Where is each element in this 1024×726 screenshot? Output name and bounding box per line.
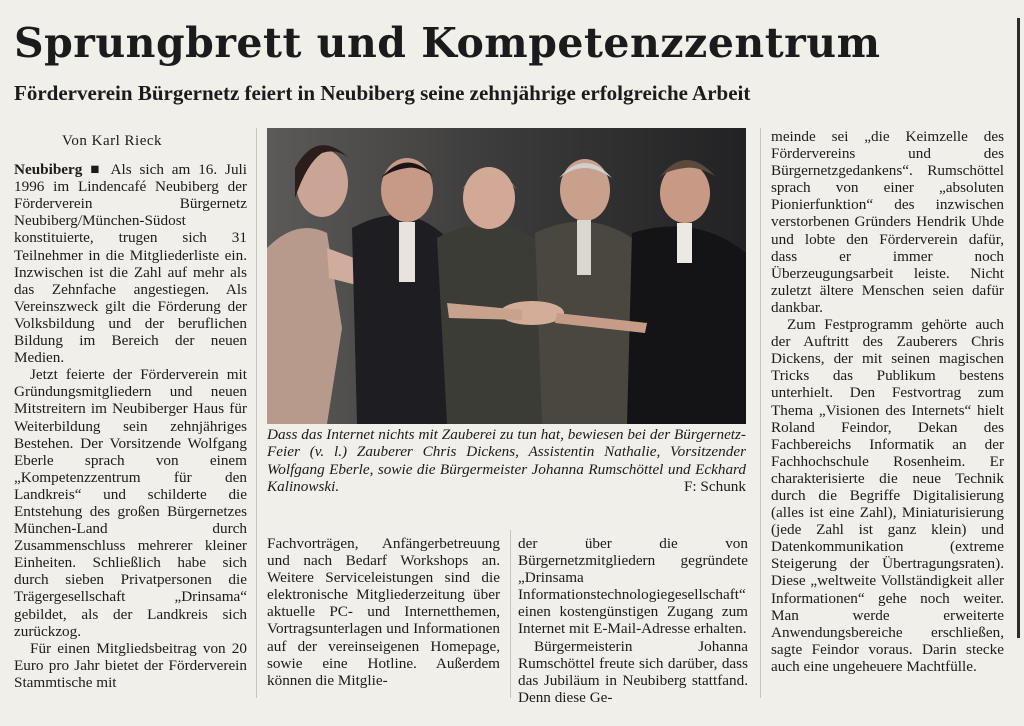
paragraph: meinde sei „die Keimzelle des Fördervereins und des Bürgernetzgedankens“. Rumschöttel sprach von einer „absoluten Pionierfunktion“ des inzwischen verstorbenen Gründers Hendrik Uhde und lobte den Förderverein dafür, dass er immer noch Überzeugungsarbeit leiste. Nicht zuletzt ältere Menschen seien dafür dankbar. [771, 128, 1004, 316]
article-column-1 [14, 133, 247, 691]
paragraph [14, 161, 247, 366]
page-edge-rule [1017, 18, 1020, 638]
headline: Sprungbrett und Kompetenzzentrum [14, 19, 881, 67]
dateline: Neubiberg [14, 161, 83, 179]
caption-text: Dass das Internet nichts mit Zauberei zu tun hat, bewiesen bei der Bürgernetz-Feier (v. l.) Zauberer Chris Dickens, Assistentin Nathalie, Vorsitzender Wolfgang Eberle, sowie die Bürgermeister Johanna Rumschöttel und Eckhard Kalinowski. [267, 426, 746, 495]
article-column-4 [771, 128, 1004, 675]
subheadline: Förderverein Bürgernetz feiert in Neubiberg seine zehnjährige erfolgreiche Arbeit [14, 81, 751, 105]
paragraph-text: Als sich am 16. Juli 1996 im Lindencafé Neubiberg der Förderverein Bürgernetz Neubiberg/München-Südost konstituierte, trugen sich 31 Teilnehmer in die Mitgliederliste ein. Inzwischen ist die Zahl auf mehr als das Zehnfache angestiegen. Als Vereinszweck gilt die Förderung der Volksbildung und der beruflichen Bildung im Bereich der neuen Medien. [14, 161, 247, 367]
column-divider [760, 128, 761, 698]
paragraph: Für einen Mitgliedsbeitrag von 20 Euro pro Jahr bietet der Förderverein Stammtische mit [14, 639, 247, 691]
square-bullet-icon: ■ [90, 161, 104, 179]
article-column-3 [518, 535, 748, 706]
column-divider [510, 530, 511, 698]
paragraph: Fachvorträgen, Anfängerbetreuung und nach Bedarf Workshops an. Weitere Serviceleistungen sind die elektronische Mitgliederzeitung über aktuelle PC- und Internetthemen, Vortragsunterlagen und Informationen auf der vereinseigenen Homepage, sowie eine Hotline. Außerdem können die Mitglie- [267, 535, 500, 689]
paragraph: Zum Festprogramm gehörte auch der Auftritt des Zauberers Chris Dickens, der mit seinen magischen Tricks das Publikum bestens unterhielt. Den Festvortrag zum Thema „Visionen des Internets“ hielt Roland Feindor, Dekan des Fachbereichs Informatik an der Fachhochschule Rosenheim. Er charakterisierte die neue Technik durch die Begriffe Digitalisierung (alles ist eine Zahl), Miniaturisierung (jede Zahl ist ganz klein) und Datenkommunikation (extreme Steigerung der Übertragungsraten). Diese „weltweite Vollständigkeit aller Informationen“ gehe noch weiter. Man werde erweiterte Anwendungsbereiche erschließen, sagte Feindor voraus. Darin stecke auch eine ungeheuere Machtfülle. [771, 316, 1004, 675]
paragraph: der über die von Bürgernetzmitgliedern gegründete „Drinsama Informationstechnologiegesellschaft“ einen kostengünstigen Zugang zum Internet mit E-Mail-Adresse erhalten. [518, 535, 748, 638]
paragraph: Bürgermeisterin Johanna Rumschöttel freute sich darüber, dass das Jubiläum in Neubiberg stattfand. Denn diese Ge- [518, 637, 748, 706]
byline: Von Karl Rieck [62, 133, 163, 149]
photo-caption [267, 426, 746, 495]
photo-credit: F: Schunk [683, 477, 746, 495]
article-column-2 [267, 535, 500, 689]
column-divider [256, 128, 257, 698]
paragraph: Jetzt feierte der Förderverein mit Gründungsmitgliedern und neuen Mitstreitern im Neubiberger Haus für Weiterbildung sein zehnjähriges Bestehen. Der Vorsitzende Wolfgang Eberle sprach von einem „Kompetenzzentrum für den Landkreis“ und schilderte die Entstehung des großen Bürgernetzes München-Land durch Zusammenschluss mehrerer kleiner Einheiten. Schließlich habe sich durch sieben Privatpersonen die Trägergesellschaft „Drinsama“ gebildet, als der Landkreis sich zurückzog. [14, 366, 247, 640]
article-photo [267, 128, 746, 424]
photo-illustration [267, 128, 746, 424]
